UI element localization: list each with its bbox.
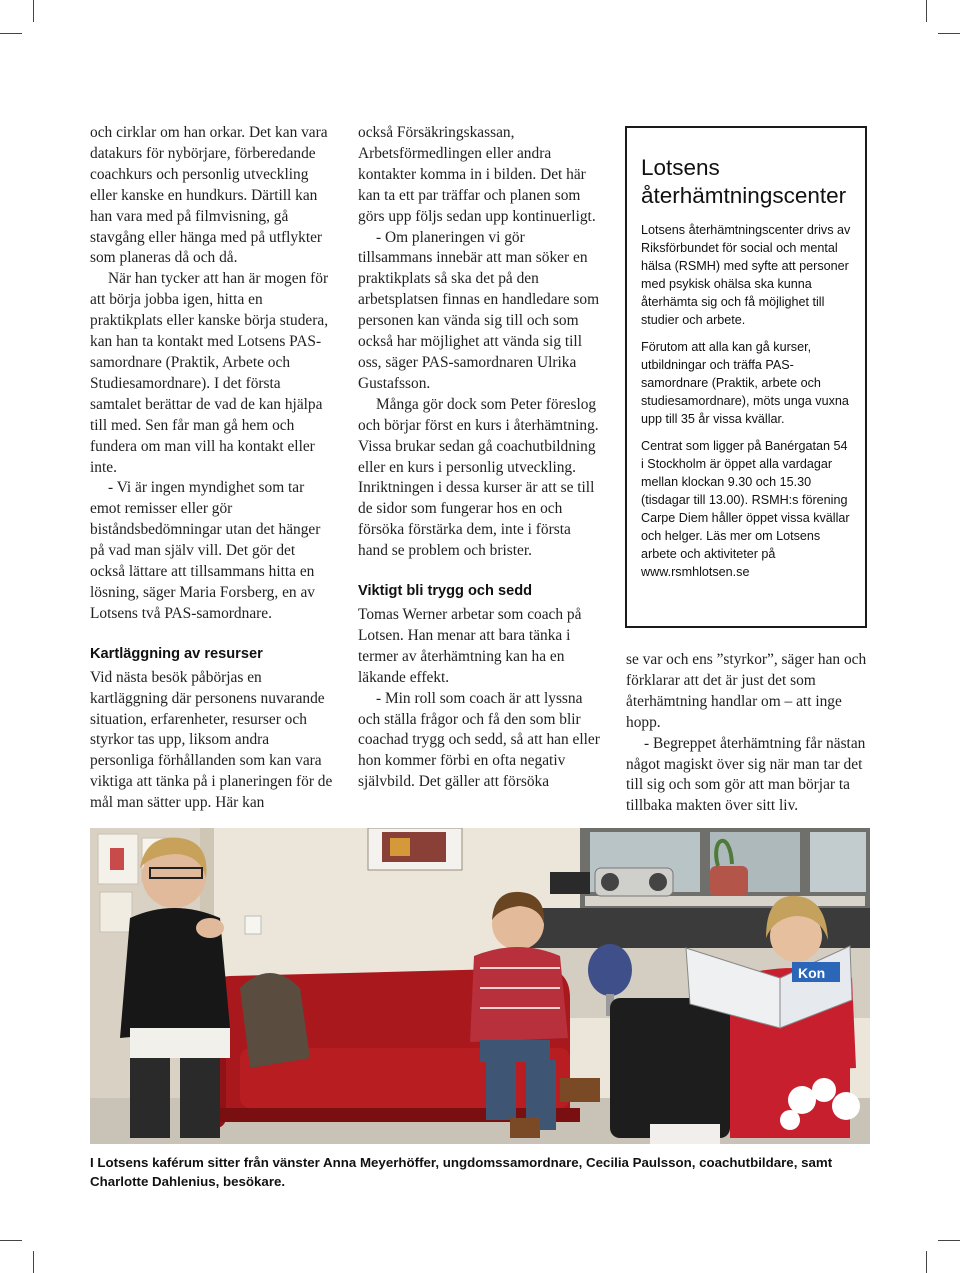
sidebar-paragraph: Förutom att alla kan gå kurser, utbildningar och träffa PAS-samordnare (Praktik, arbete och studiesamordnare), möts unga vuxna upp till 35 år vissa kvällar. [641, 340, 849, 426]
crop-mark-bottom-right-v [926, 1251, 927, 1273]
newspaper-masthead: Kon [798, 965, 826, 981]
crop-mark-top-left-h [0, 33, 22, 34]
paragraph: också Försäkringskassan, Arbetsförmedlingen eller andra kontakter komma in i bilden. Det här kan ta ett par träffar och planen som görs upp följs sedan upp kontinuerligt. [358, 124, 596, 225]
paragraph: och cirklar om han orkar. Det kan vara datakurs för nybörjare, förberedande coachkurs och personlig utveckling eller kanske en hundkurs. Därtill kan han vara med på filmvisning, gå stavgång eller hänga med på utflykter som planeras då och då. [90, 124, 328, 267]
article-column-3 [626, 650, 872, 817]
crop-mark-top-right-v [926, 0, 927, 22]
paragraph: Tomas Werner arbetar som coach på Lotsen. Han menar att bara tänka i termer av återhämtning kan ha en läkande effekt. [358, 606, 582, 686]
paragraph: Många gör dock som Peter föreslog och börjar först en kurs i återhämtning. Vissa brukar sedan gå coachutbildning eller en kurs i personlig utveckling. Inriktningen i dessa kurser är att se till de sidor som fungerar hos en och försöka förstärka dem, inte i första hand se problem och brister. [358, 395, 599, 560]
article-column-1 [90, 123, 334, 814]
paragraph: - Vi är ingen myndighet som tar emot remisser eller gör biståndsbedömningar utan det hänger på vad man själv vill. Det gör det också lättare att tillsammans hitta en lösning, säger Maria Forsberg, en av Lotsens två PAS-samordnare. [90, 479, 321, 622]
crop-mark-bottom-left-v [33, 1251, 34, 1273]
paragraph: se var och ens ”styrkor”, säger han och förklarar att det är just det som återhämtning handlar om – att inge hopp. [626, 651, 867, 731]
crop-mark-bottom-right-h [938, 1240, 960, 1241]
article-column-2 [358, 123, 602, 793]
crop-mark-top-left-v [33, 0, 34, 22]
photo-caption: I Lotsens kaférum sitter från vänster Anna Meyerhöffer, ungdomssamordnare, Cecilia Paulsson, coachutbildare, samt Charlotte Dahlenius, besökare. [90, 1155, 833, 1189]
paragraph: - Om planeringen vi gör tillsammans innebär att man söker en praktikplats så ska det på den arbetsplatsen finnas en handledare som personen kan vända sig till och som också har möjlighet att vända sig till oss, säger PAS-samordnaren Ulrika Gustafsson. [358, 228, 600, 392]
info-sidebar-box [625, 126, 867, 628]
sidebar-paragraph: Lotsens återhämtningscenter drivs av Riksförbundet för social och mental hälsa (RSMH) med syfte att personer med psykisk ohälsa ska kunna återhämta sig och få möjlighet till studier och arbete. [641, 223, 851, 327]
paragraph: Vid nästa besök påbörjas en kartläggning där personens nuvarande situation, erfarenheter, resurser och styrkor tas upp, liksom andra personliga förhållanden som kan vara viktiga att tänka på i planeringen för de mål man sätter upp. Här kan [90, 668, 333, 812]
crop-mark-top-right-h [938, 33, 960, 34]
cafe-room-photo [90, 828, 870, 1144]
section-heading: Viktigt bli trygg och sedd [358, 583, 533, 600]
paragraph: - Begreppet återhämtning får nästan något magiskt över sig när man tar det till sig och som gör att man börjar ta tillbaka makten över sitt liv. [626, 734, 866, 815]
sidebar-paragraph: Centrat som ligger på Banérgatan 54 i Stockholm är öppet alla vardagar mellan klockan 9.30 och 15.30 (tisdagar till 13.00). RSMH:s förening Carpe Diem håller öppet vissa kvällar och helger. Läs mer om Lotsens arbete och aktiviteter på www.rsmhlotsen.se [641, 439, 850, 579]
paragraph: - Min roll som coach är att lyssna och ställa frågor och få den som blir coachad trygg och sedd, så att han eller hon kommer förbi en ofta negativ självbild. Det gäller att försöka [358, 689, 600, 791]
crop-mark-bottom-left-h [0, 1240, 22, 1241]
photo-illustration [90, 828, 870, 1144]
paragraph: När han tycker att han är mogen för att börja jobba igen, hitta en praktikplats eller kanske börja studera, kan han ta kontakt med Lotsens PAS-samordnare (Praktik, Arbete och Studiesamordnare). I det första samtalet berättar de vad de kan hjälpa till med. Sen får man gå hem och fundera om man vill ha kontakt eller inte. [90, 270, 329, 476]
sidebar-title: Lotsens återhämtningscenter [641, 155, 847, 208]
section-heading: Kartläggning av resurser [90, 645, 263, 662]
